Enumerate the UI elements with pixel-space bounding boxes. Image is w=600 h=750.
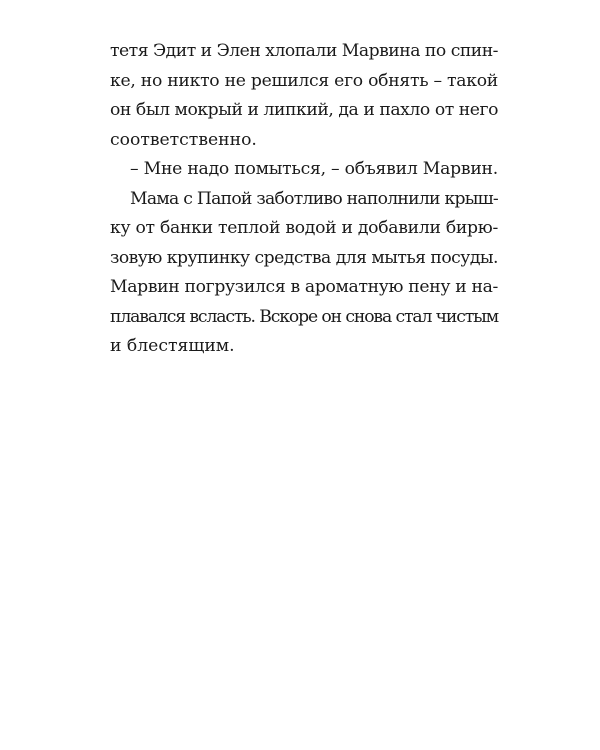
text-line: и блестящим. — [110, 336, 235, 356]
text-line: Мама с Папой заботливо наполнили крыш- — [130, 188, 498, 209]
text-line: ке, но никто не решился его обнять – такой — [110, 70, 498, 91]
body-text — [110, 37, 498, 362]
text-line: ку от банки теплой водой и добавили бирю- — [110, 218, 498, 238]
text-line: он был мокрый и липкий, да и пахло от него — [110, 100, 498, 120]
text-line: тетя Эдит и Элен хлопали Марвина по спин- — [110, 41, 498, 61]
text-line: соответственно. — [110, 129, 257, 150]
text-line: Марвин погрузился в ароматную пену и на- — [110, 277, 498, 297]
text-line: – Мне надо помыться, – объявил Марвин. — [130, 159, 498, 179]
text-line: зовую крупинку средства для мытья посуды. — [110, 247, 498, 268]
text-line: плавался всласть. Вскоре он снова стал чистым — [110, 306, 498, 327]
